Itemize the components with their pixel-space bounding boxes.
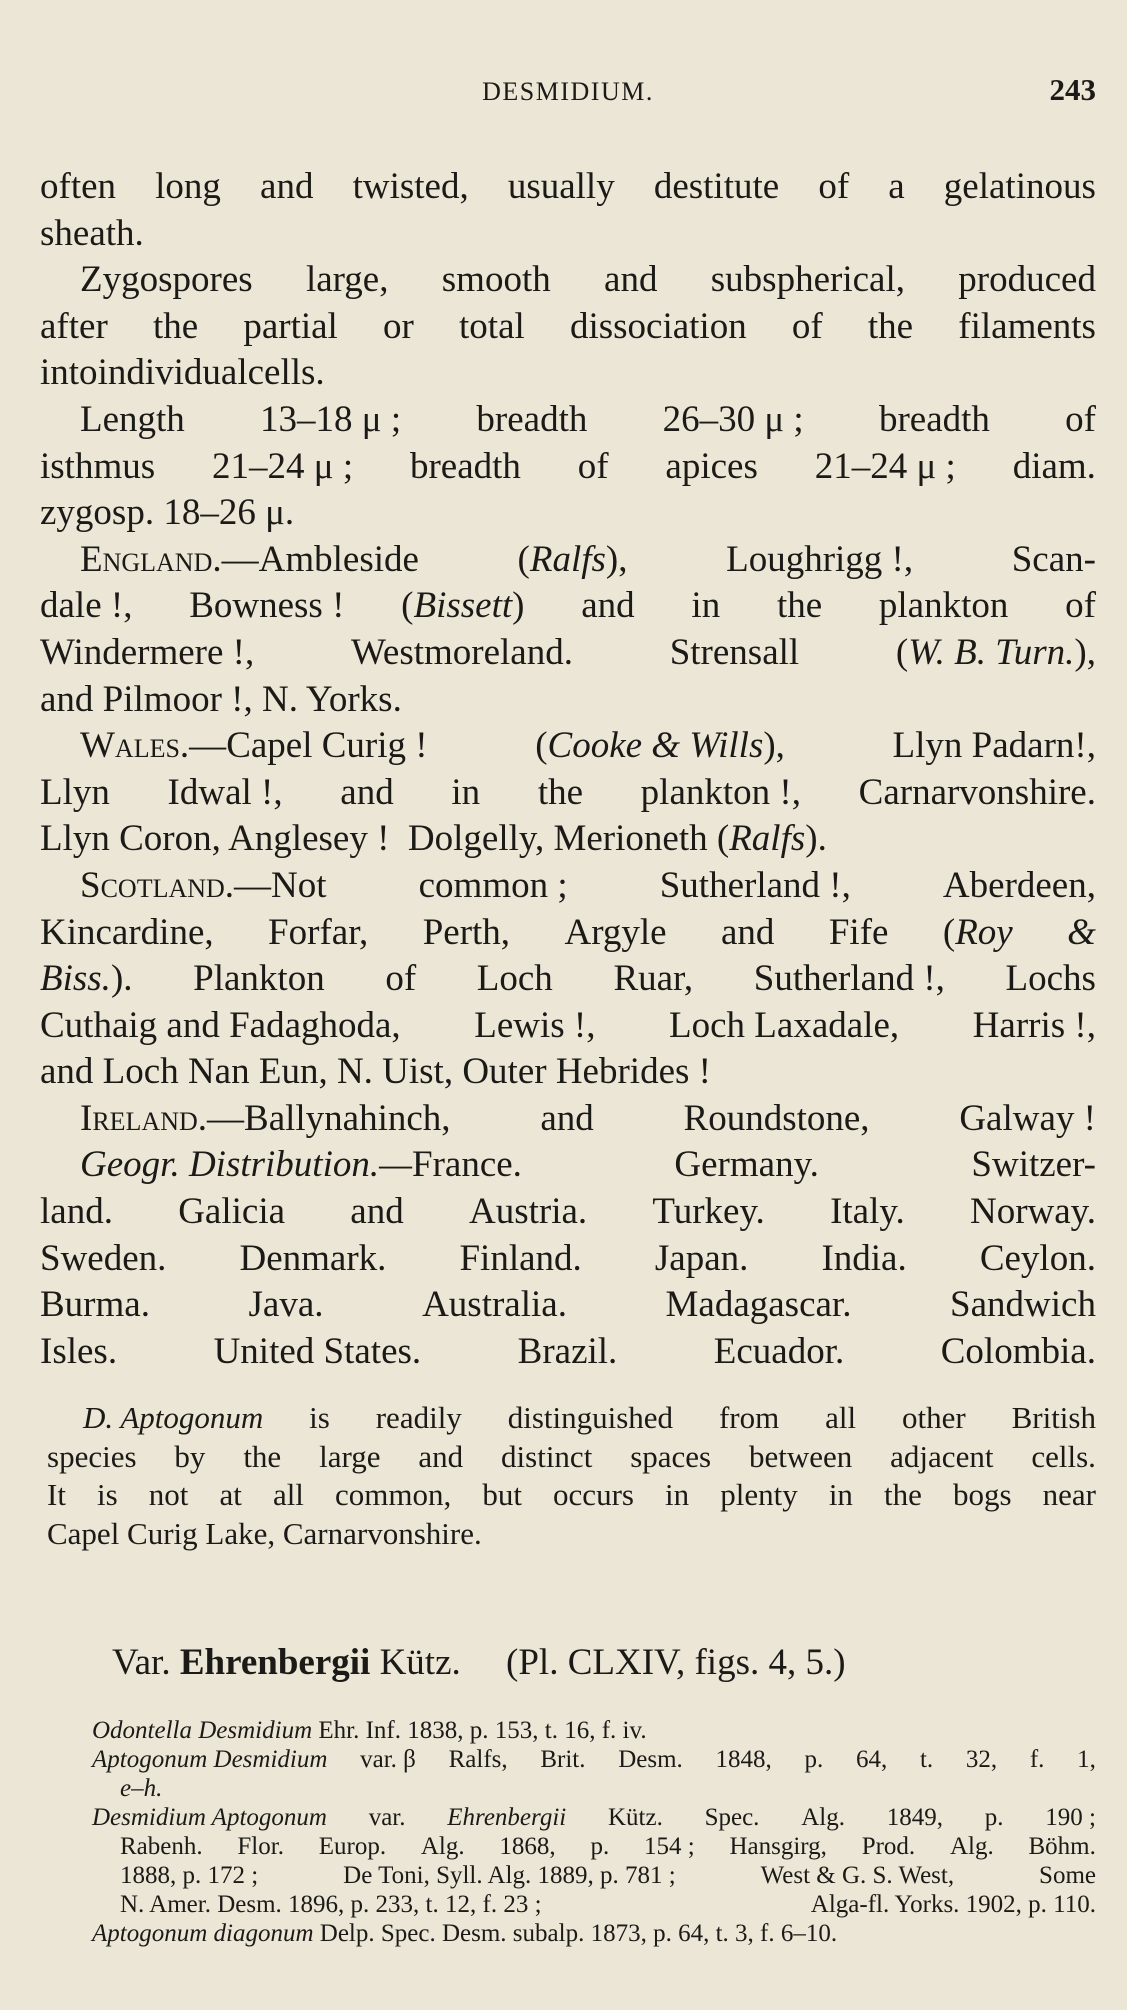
word: Colombia. <box>940 1330 1096 1372</box>
word: (Ralfs), <box>517 538 628 580</box>
word: 1868, <box>499 1833 556 1860</box>
word: Sandwich <box>950 1284 1096 1326</box>
word: (Cooke & Wills), <box>535 725 785 767</box>
distribution-scotland-line <box>40 1049 1096 1096</box>
word: diam. <box>1012 445 1096 487</box>
word: dissociation <box>569 305 747 347</box>
word: in <box>828 1477 853 1512</box>
distribution-england-line: dale !, Bowness ! (Bissett) and in the plankton of <box>40 583 1096 630</box>
word: 154 ; <box>643 1833 695 1860</box>
word: Böhm. <box>1028 1833 1096 1860</box>
word: plankton !, <box>640 771 801 813</box>
word: the <box>867 305 914 347</box>
word: Loch Laxadale, <box>669 1004 900 1046</box>
word: usually <box>507 166 615 207</box>
region-label-scotland: Scotland.— <box>80 864 272 906</box>
word: apices <box>665 445 758 487</box>
word: Biss.). <box>40 958 133 1000</box>
word: and <box>260 166 314 207</box>
synonym-name: Aptogonum diagonum <box>92 1920 314 1947</box>
word: Finland. <box>459 1237 582 1279</box>
description-line <box>40 304 1096 351</box>
synonym-continuation: e–h. <box>120 1775 163 1802</box>
word: Australia. <box>422 1284 567 1326</box>
geographic-distribution-line <box>40 1282 1096 1329</box>
word: filaments <box>958 305 1096 347</box>
word: occurs <box>553 1477 634 1512</box>
word: isthmus <box>40 445 156 487</box>
word: cells. <box>247 352 325 394</box>
word: Lewis !, <box>474 1004 596 1046</box>
word: Brazil. <box>517 1330 618 1372</box>
word: in <box>451 771 481 813</box>
word: between <box>749 1438 853 1474</box>
distribution-scotland-line: Scotland.—Not common ; Sutherland !, Aberdeen, <box>80 864 1096 906</box>
measurement-line <box>40 490 1096 537</box>
synonym-name: Desmidium Aptogonum <box>92 1804 327 1831</box>
word: spaces <box>630 1438 712 1474</box>
region-label-england: England.— <box>80 538 259 580</box>
variety-name: Ehrenbergii <box>179 1642 371 1683</box>
word: land. <box>40 1191 113 1233</box>
description-line <box>40 211 1096 258</box>
region-label-ireland: Ireland.— <box>80 1097 245 1139</box>
word: (W. B. Turn.), <box>895 631 1096 673</box>
word: sheath. <box>40 212 144 254</box>
distribution-england-line: England.—Ambleside (Ralfs), Loughrigg !, Scan- <box>40 537 1096 584</box>
word: or <box>383 305 414 347</box>
word: Idwal !, <box>167 771 283 813</box>
word: Java. <box>248 1284 324 1326</box>
species-note <box>47 1399 1096 1553</box>
word: breadth <box>409 445 521 487</box>
variety-heading: Var. Ehrenbergii Kütz. (Pl. CLXIV, figs. 4, 5.) <box>112 1642 846 1683</box>
page-number: 243 <box>1049 72 1096 107</box>
word: 26–30 μ ; <box>662 398 804 440</box>
word: De Toni, Syll. Alg. 1889, p. 781 ; <box>343 1862 676 1889</box>
word: in <box>665 1477 690 1512</box>
distribution-england-line: Windermere !, Westmoreland. Strensall (W. B. Turn.), <box>40 630 1096 677</box>
word: the <box>152 305 199 347</box>
word: at <box>219 1477 242 1512</box>
distribution-wales-line <box>40 816 1096 863</box>
word: Burma. <box>40 1284 150 1326</box>
note-line: D. Aptogonum is readily distinguished from all other British <box>47 1399 1096 1438</box>
word: Prod. <box>861 1833 916 1860</box>
word: 13–18 μ ; <box>260 398 402 440</box>
running-title: DESMIDIUM. <box>482 77 654 106</box>
distribution-scotland-line: Kincardine, Forfar, Perth, Argyle and Fife (Roy & <box>40 910 1096 957</box>
measurement-line <box>40 397 1096 444</box>
word: not <box>148 1477 189 1512</box>
word: Carnarvonshire. <box>858 771 1096 813</box>
word: Sweden. <box>40 1237 167 1279</box>
word: Length <box>80 398 185 440</box>
word: p. <box>590 1833 610 1860</box>
word: distinct <box>501 1438 593 1474</box>
measurement-line <box>40 444 1096 491</box>
word: Denmark. <box>239 1237 387 1279</box>
synonym-entry: Desmidium Aptogonum var. Ehrenbergii Kütz. Spec. Alg. 1849, p. 190 ; <box>92 1804 1096 1831</box>
description-line <box>40 164 1096 211</box>
distribution-wales-line: Wales.—Capel Curig ! (Cooke & Wills), Llyn Padarn!, <box>40 723 1096 770</box>
synonym-entry: Aptogonum Desmidium var. β Ralfs, Brit. Desm. 1848, p. 64, t. 32, f. 1, <box>92 1746 1096 1773</box>
word: destitute <box>653 166 780 207</box>
species-name: D. Aptogonum <box>83 1400 264 1435</box>
word: Ceylon. <box>979 1237 1096 1279</box>
word: long <box>155 166 221 207</box>
word: 21–24 μ ; <box>814 445 956 487</box>
word: N. Amer. Desm. 1896, p. 233, t. 12, f. 23 ; <box>120 1891 542 1918</box>
word: Llyn <box>40 771 110 813</box>
word: and <box>350 1191 404 1233</box>
word: partial <box>243 305 338 347</box>
synonym-entry: Odontella Desmidium Ehr. Inf. 1838, p. 153, t. 16, f. iv. <box>92 1717 647 1744</box>
word: and <box>604 259 658 301</box>
plate-reference: (Pl. CLXIV, figs. 4, 5.) <box>506 1642 846 1683</box>
word: Alga-fl. Yorks. 1902, p. 110. <box>810 1891 1096 1918</box>
synonym-continuation <box>92 1832 1096 1861</box>
synonym-continuation <box>92 1890 1096 1919</box>
word: the <box>884 1477 922 1512</box>
word: India. <box>821 1237 907 1279</box>
word: (Roy <box>942 911 1013 953</box>
species-description <box>40 164 1096 1375</box>
word: and <box>418 1438 464 1474</box>
distribution-england-line: and Pilmoor !, N. Yorks. <box>40 678 402 720</box>
synonym-entry: Aptogonum diagonum Delp. Spec. Desm. subalp. 1873, p. 64, t. 3, f. 6–10. <box>92 1920 838 1947</box>
page-header <box>40 72 1096 112</box>
word: It <box>47 1477 66 1512</box>
word: of <box>818 166 850 207</box>
word: all <box>272 1477 304 1512</box>
word: near <box>1042 1477 1096 1512</box>
word: common, <box>335 1477 452 1512</box>
region-label-wales: Wales.— <box>80 725 227 767</box>
word: bogs <box>952 1477 1012 1512</box>
geographic-distribution-line: Geogr. Distribution.—France. Germany. Switzer- <box>80 1144 1096 1186</box>
word: Alg. <box>420 1833 465 1860</box>
word: Rabenh. <box>120 1833 203 1860</box>
word: adjacent <box>890 1438 994 1474</box>
word: breadth <box>476 398 588 440</box>
synonym-name: Aptogonum Desmidium <box>92 1746 328 1773</box>
word: but <box>482 1477 522 1512</box>
synonym-name: Odontella Desmidium <box>92 1717 313 1744</box>
word: United States. <box>213 1330 422 1372</box>
geographic-distribution-line <box>40 1189 1096 1236</box>
word: large <box>319 1438 381 1474</box>
word: large, <box>305 259 389 301</box>
word: and <box>340 771 394 813</box>
word: Zygospores <box>80 259 253 301</box>
word: Cuthaig and Fadaghoda, <box>40 1004 401 1046</box>
word: Flor. <box>237 1833 284 1860</box>
word: Galicia <box>178 1191 286 1233</box>
synonym-continuation <box>92 1861 1096 1890</box>
description-line <box>40 350 1096 397</box>
word: Norway. <box>969 1191 1096 1233</box>
description-line <box>40 257 1096 304</box>
word: the <box>243 1438 282 1474</box>
word: cells. <box>1031 1438 1096 1474</box>
word: Hansgirg, <box>729 1833 827 1860</box>
word: into <box>40 352 98 394</box>
word: often <box>40 166 117 207</box>
distribution-scotland-line <box>40 1003 1096 1050</box>
word: Isles. <box>40 1330 118 1372</box>
word: a <box>888 166 905 207</box>
geography-label: Geogr. Distribution.— <box>80 1144 413 1186</box>
distribution-ireland-line: Ireland.—Ballynahinch, and Roundstone, Galway ! <box>80 1097 1096 1139</box>
note-line <box>47 1476 1096 1515</box>
word: and Loch Nan Eun, N. Uist, Outer Hebrides ! <box>40 1051 711 1093</box>
word: gelatinous <box>943 166 1096 207</box>
note-line <box>47 1438 1096 1477</box>
word: after <box>40 305 108 347</box>
word: zygosp. 18–26 μ. <box>40 492 295 534</box>
synonymy-list <box>92 1716 1096 1948</box>
word: Alg. <box>949 1833 994 1860</box>
word: produced <box>958 259 1096 301</box>
word: by <box>174 1438 206 1474</box>
word: of <box>577 445 609 487</box>
word: Ecuador. <box>713 1330 845 1372</box>
word: individual <box>97 352 248 394</box>
word: 21–24 μ ; <box>211 445 354 487</box>
word: the <box>537 771 584 813</box>
word: Italy. <box>830 1191 905 1233</box>
word: species <box>47 1438 137 1474</box>
word: Turkey. <box>652 1191 765 1233</box>
word: West & G. S. West, <box>760 1862 955 1889</box>
word: Europ. <box>318 1833 387 1860</box>
word: 1888, p. 172 ; <box>120 1862 259 1889</box>
word: Some <box>1039 1862 1096 1889</box>
word: breadth <box>878 398 990 440</box>
word: twisted, <box>352 166 469 207</box>
word: Capel Curig Lake, Carnarvonshire. <box>47 1515 482 1551</box>
geographic-distribution-line <box>40 1236 1096 1283</box>
geographic-distribution-line <box>40 1329 1096 1376</box>
word: Madagascar. <box>665 1284 852 1326</box>
word: Harris !, <box>972 1004 1096 1046</box>
word: of <box>791 305 823 347</box>
word: Japan. <box>654 1237 749 1279</box>
word: smooth <box>441 259 551 301</box>
word: (Bissett) <box>401 585 525 627</box>
word: of <box>1065 398 1096 440</box>
word: total <box>459 305 525 347</box>
distribution-wales-line <box>40 770 1096 817</box>
word: Llyn Coron, Anglesey ! Dolgelly, Merioneth (Ralfs). <box>40 818 827 860</box>
distribution-scotland-line: Biss.). Plankton of Loch Ruar, Sutherland !, Lochs <box>40 956 1096 1003</box>
word: subspherical, <box>710 259 905 301</box>
note-line <box>47 1515 1096 1554</box>
word: plenty <box>720 1477 798 1512</box>
word: Austria. <box>468 1191 588 1233</box>
word: is <box>97 1477 118 1512</box>
